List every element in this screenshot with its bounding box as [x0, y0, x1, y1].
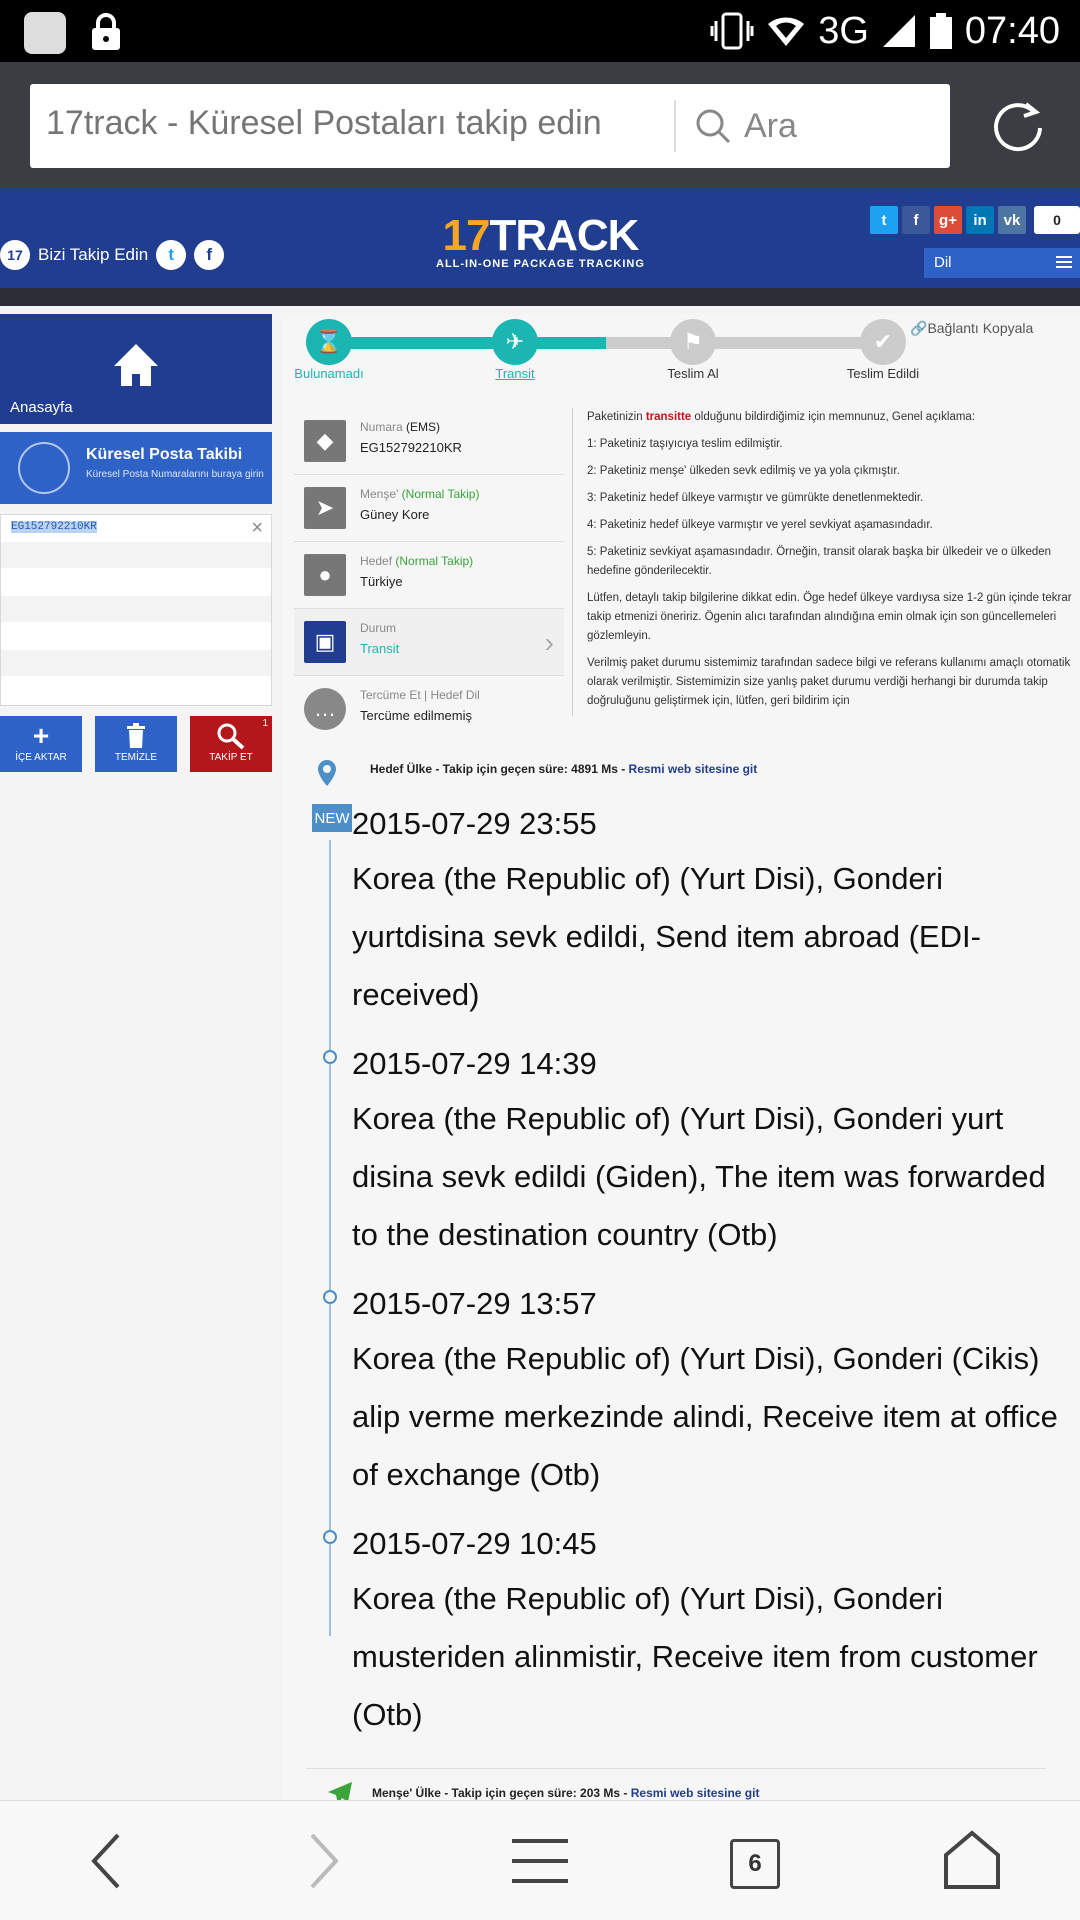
destination-label: Hedef Ülke - Takip için geçen süre: 4891 Ms -: [370, 762, 626, 776]
import-label: İÇE AKTAR: [15, 752, 67, 763]
desc-item-4: 4: Paketiniz hedef ülkeye varmıştır ve yerel sevkiyat aşamasındadır.: [587, 519, 933, 531]
trash-icon: [125, 722, 147, 750]
timeline-dot: [323, 1050, 337, 1064]
track-label: TAKİP ET: [209, 752, 253, 763]
clear-input-icon[interactable]: ×: [251, 517, 263, 539]
event-text: Korea (the Republic of) (Yurt Disi), Gonderi yurtdisina sevk edildi, Send item abroad (EDI-received): [352, 861, 981, 1012]
share-buttons: [870, 206, 1080, 234]
plane-icon: ✈: [492, 319, 538, 365]
origin-header: [372, 1786, 759, 1800]
chat-bubble-icon: …: [304, 688, 346, 730]
event-time: 2015-07-29 23:55: [352, 806, 597, 841]
info-status[interactable]: [294, 609, 564, 676]
desc-item-1: 1: Paketiniz taşıyıcıya teslim edilmiştir.: [587, 438, 783, 450]
info-translate[interactable]: [294, 676, 564, 743]
follow-label: Bizi Takip Edin: [38, 245, 149, 264]
status-value: Transit: [360, 641, 400, 656]
info-origin: [294, 475, 564, 542]
linkedin-share-icon[interactable]: in: [966, 206, 994, 234]
step-delivered: Teslim Edildi: [846, 366, 920, 381]
search-field[interactable]: [694, 98, 797, 154]
timeline-dot: [323, 1530, 337, 1544]
dest-mode[interactable]: (Normal Takip): [395, 554, 474, 568]
language-label: Dil: [934, 254, 952, 271]
origin-value: Güney Kore: [360, 507, 430, 522]
flag-icon: ⚑: [670, 319, 716, 365]
origin-official-link[interactable]: Resmi web sitesine git: [630, 1786, 760, 1800]
vk-share-icon[interactable]: vk: [998, 206, 1026, 234]
plus-icon: +: [32, 720, 50, 751]
desc-para-3: Verilmiş paket durumu sistemimiz tarafından sadece bilgi ve referans kullanımı amaçlı otomatik olarak verilmiştir. Sistemimizin size yanlış paket durumu verdiği herhangi bir durumda takip doğruluğunu geliştirmek için, lütfen, geri bildirim için: [587, 657, 1071, 707]
header-strip: [0, 288, 1080, 306]
desc-intro-post: olduğunu bildirdiğimiz için memnunuz, Genel açıklama:: [694, 411, 976, 423]
facebook-share-icon[interactable]: f: [902, 206, 930, 234]
timeline-event: [352, 1524, 1072, 1744]
timeline-event: [352, 804, 1072, 1024]
event-time: 2015-07-29 14:39: [352, 1046, 597, 1081]
tag-icon: ◆: [304, 420, 346, 462]
wifi-icon: [766, 14, 806, 48]
timeline-event: [352, 1284, 1072, 1504]
sidebar: [0, 314, 272, 772]
event-text: Korea (the Republic of) (Yurt Disi), Gonderi musteriden alinmistir, Receive item from customer (Otb): [352, 1581, 1038, 1732]
back-icon[interactable]: [76, 1829, 140, 1893]
checkmark-icon: ✔: [860, 319, 906, 365]
dest-label: Hedef: [360, 554, 393, 568]
language-selector[interactable]: [924, 248, 1080, 278]
search-icon: [216, 722, 246, 750]
desc-para-2: Lütfen, detaylı takip bilgilerine dikkat edin. Öge hedef ülkeye vardıysa size 1-2 gün içinde tekrar takip etmenizi öneririz. Ögenin alıcı tarafından alındığına emin olmak için son güncellemeleri gözlemleyin.: [587, 592, 1072, 642]
lock-icon: [88, 12, 124, 52]
desc-item-5: 5: Paketiniz sevkiyat aşamasındadır. Örneğin, transit olarak başka bir ülkedeir ve o ülkeden hedefine gönderilecektir.: [587, 546, 1052, 577]
battery-icon: [929, 12, 953, 50]
tracking-number-textarea[interactable]: [0, 514, 272, 706]
origin-label: Menşe': [360, 487, 399, 501]
hourglass-icon: ⌛: [306, 319, 352, 365]
home-icon[interactable]: [940, 1829, 1004, 1893]
number-label: Numara: [360, 420, 403, 434]
notification-icon: [24, 12, 66, 54]
address-bar[interactable]: [30, 84, 950, 168]
wallet-icon: ▣: [304, 621, 346, 663]
brand-logo[interactable]: [436, 211, 645, 270]
upu-logo-icon: [18, 442, 70, 494]
desc-intro-red: transitte: [645, 411, 692, 423]
brand-tagline: ALL-IN-ONE PACKAGE TRACKING: [436, 258, 645, 270]
map-pin-icon: [314, 758, 340, 788]
location-pin-icon: ●: [304, 554, 346, 596]
origin-section-label: Menşe' Ülke - Takip için geçen süre: 203 Ms -: [372, 1786, 628, 1800]
track-button[interactable]: [190, 716, 272, 772]
timeline-event: [352, 1044, 1072, 1264]
origin-mode[interactable]: (Normal Takip): [401, 487, 480, 501]
copy-link-label: Bağlantı Kopyala: [927, 320, 1034, 336]
link-icon: 🔗: [910, 320, 928, 336]
timeline-dot: [323, 1290, 337, 1304]
brand-prefix: 17: [442, 211, 490, 260]
status-bar: [0, 0, 1080, 62]
status-label: Durum: [360, 621, 397, 635]
step-not-found: Bulunamadı: [294, 366, 364, 381]
sidebar-actions: [0, 716, 272, 772]
step-transit: Transit: [495, 366, 535, 381]
reload-icon[interactable]: [988, 96, 1048, 156]
home-tile[interactable]: [0, 314, 272, 424]
tracking-number-value[interactable]: EG152792210KR: [11, 521, 97, 533]
import-button[interactable]: [0, 716, 82, 772]
share-counter: 0: [1034, 206, 1080, 234]
clear-button[interactable]: [95, 716, 177, 772]
new-badge: NEW: [312, 804, 352, 832]
address-divider: [674, 100, 676, 152]
desc-item-2: 2: Paketiniz menşe' ülkeden sevk edilmiş ve ya yola çıkmıştır.: [587, 465, 900, 477]
follow-us: [0, 240, 224, 270]
search-placeholder: Ara: [744, 106, 797, 145]
event-text: Korea (the Republic of) (Yurt Disi), Gonderi yurt disina sevk edildi (Giden), The item was forwarded to the destination country (Otb): [352, 1101, 1046, 1252]
gplus-share-icon[interactable]: g+: [934, 206, 962, 234]
brand-name: TRACK: [489, 211, 639, 260]
vibrate-icon: [710, 11, 754, 51]
site-logo-badge[interactable]: 17: [0, 240, 30, 270]
home-icon: [112, 342, 160, 388]
global-post-tracking-tile[interactable]: [0, 432, 272, 504]
twitter-share-icon[interactable]: t: [870, 206, 898, 234]
dest-value: Türkiye: [360, 574, 403, 589]
home-label: Anasayfa: [10, 399, 73, 416]
search-icon: [694, 107, 732, 145]
step-pickup: Teslim Al: [667, 366, 719, 381]
chevron-right-icon: ›: [544, 627, 554, 658]
desc-item-3: 3: Paketiniz hedef ülkeye varmıştır ve gümrükte denetlenmektedir.: [587, 492, 924, 504]
destination-header: [370, 762, 757, 776]
progress-fill: [328, 337, 606, 349]
clock: 07:40: [964, 9, 1060, 52]
copy-link[interactable]: [910, 320, 1033, 337]
menu-icon[interactable]: [508, 1829, 572, 1893]
timeline-line: [329, 840, 331, 1636]
tabs-button[interactable]: 6: [730, 1839, 780, 1889]
send-icon: ➤: [304, 487, 346, 529]
section-divider: [306, 1768, 1046, 1769]
track-count-badge: 1: [262, 718, 268, 729]
forward-icon[interactable]: [290, 1829, 354, 1893]
event-time: 2015-07-29 13:57: [352, 1286, 597, 1321]
global-tracking-title: Küresel Posta Takibi: [86, 446, 243, 463]
menu-icon[interactable]: [1056, 256, 1072, 268]
browser-bottom-bar: [0, 1800, 1080, 1920]
translate-value: Tercüme edilmemiş: [360, 708, 472, 723]
site-header: [0, 188, 1080, 288]
info-number: [294, 408, 564, 475]
url-title[interactable]: 17track - Küresel Postaları takip edin: [46, 104, 602, 142]
desc-intro-pre: Paketinizin: [587, 411, 643, 423]
event-text: Korea (the Republic of) (Yurt Disi), Gonderi (Cikis) alip verme merkezinde alindi, Receive item at office of exchange (Otb): [352, 1341, 1058, 1492]
network-type: 3G: [818, 9, 869, 52]
number-value: EG152792210KR: [360, 440, 462, 455]
browser-toolbar: [0, 62, 1080, 188]
tracking-result: [282, 314, 1080, 1800]
number-type: (EMS): [406, 420, 441, 434]
translate-label[interactable]: Tercüme Et | Hedef Dil: [360, 688, 480, 702]
destination-official-link[interactable]: Resmi web sitesine git: [628, 762, 758, 776]
event-time: 2015-07-29 10:45: [352, 1526, 597, 1561]
status-description: [572, 408, 1080, 716]
shipment-info: [294, 408, 564, 743]
clear-label: TEMİZLE: [114, 752, 158, 763]
signal-icon: [881, 13, 917, 49]
global-tracking-subtitle: Küresel Posta Numaralarını buraya girin: [86, 469, 264, 480]
facebook-icon[interactable]: f: [194, 240, 224, 270]
status-progress: [282, 314, 1080, 394]
twitter-icon[interactable]: t: [156, 240, 186, 270]
shipment-panel: [294, 408, 1080, 723]
info-destination: [294, 542, 564, 609]
